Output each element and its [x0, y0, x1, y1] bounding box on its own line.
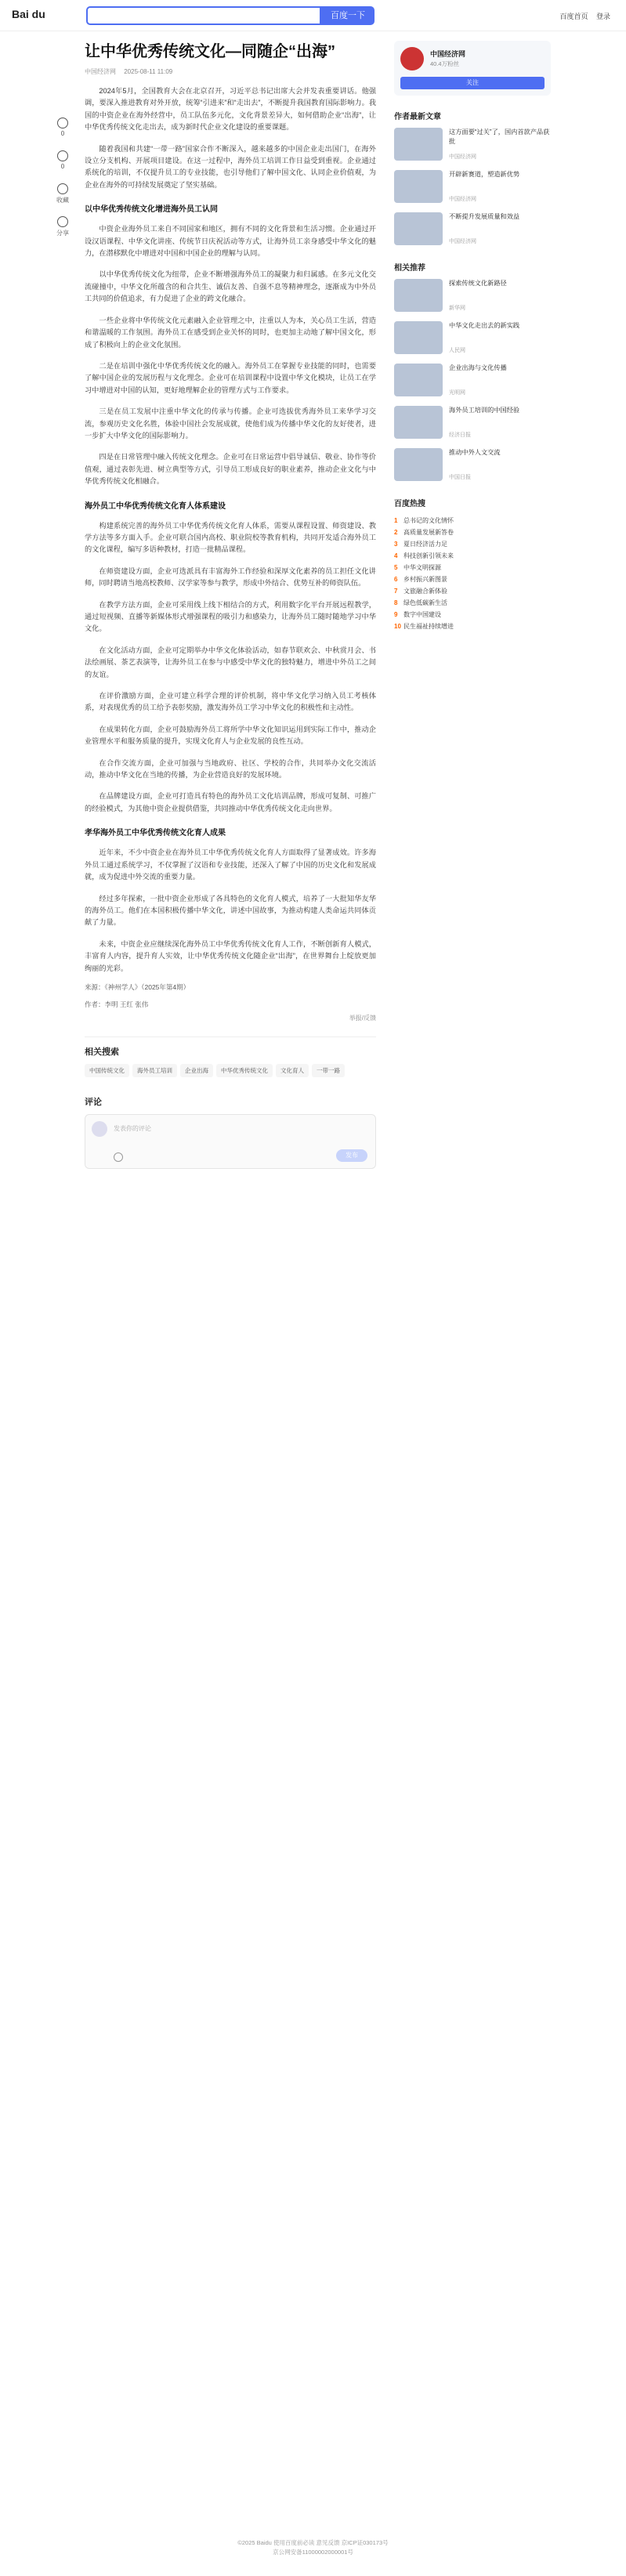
news-source: 新华网 [449, 306, 465, 311]
hot-text: 夏日经济活力足 [403, 541, 447, 548]
news-title: 开辟新赛道，塑造新优势 [449, 171, 520, 178]
news-source: 中国日报 [449, 475, 471, 480]
hot-title: 百度热搜 [394, 500, 425, 508]
hot-item[interactable] [394, 585, 551, 597]
paragraph: 三是在员工发展中注重中华文化的传承与传播。企业可选拔优秀海外员工来华学习交流，参观历史文化名胜，体验中国社会发展成就，使他们成为传播中华文化的友好使者，进一步扩大中华文化的国际影响力。 [85, 407, 376, 440]
article-main [85, 41, 376, 1169]
hot-rank: 10 [394, 623, 401, 630]
related-search-tag[interactable]: 一带一路 [312, 1064, 345, 1077]
news-thumbnail [394, 448, 443, 481]
recommend-title: 作者最新文章 [394, 113, 441, 121]
news-thumbnail [394, 406, 443, 439]
comment-placeholder: 发表你的评论 [114, 1124, 151, 1132]
related-title: 相关推荐 [394, 264, 425, 273]
author-name[interactable]: 中国经济网 [430, 50, 466, 58]
paragraph: 近年来，不少中资企业在海外员工中华优秀传统文化育人方面取得了显著成效。许多海外员工通过系统学习，不仅掌握了汉语和专业技能，还深入了解了中国的历史文化和发展成就，成为促进中外交流的重要力量。 [85, 848, 376, 881]
paragraph: 在师资建设方面，企业可选派具有丰富海外工作经验和深厚文化素养的员工担任文化讲师，同时聘请当地高校教师、汉学家等参与教学，形成中外结合、优势互补的师资队伍。 [85, 566, 376, 588]
comments-title: 评论 [85, 1097, 102, 1107]
star-icon [57, 183, 68, 194]
send-comment-button[interactable]: 发布 [336, 1149, 367, 1162]
news-thumbnail [394, 212, 443, 245]
article-title: 让中华优秀传统文化—同随企“出海” [85, 43, 335, 60]
paragraph: 在品牌建设方面，企业可打造具有特色的海外员工文化培训品牌，形成可复制、可推广的经验模式，为其他中资企业提供借鉴，共同推动中华优秀传统文化走向世界。 [85, 792, 376, 812]
hot-rank: 9 [394, 611, 398, 618]
login-link[interactable]: 登录 [595, 13, 610, 20]
paragraph: 2024年5月，全国教育大会在北京召开，习近平总书记出席大会并发表重要讲话。他强调，要深入推进教育对外开放，统筹“引进来”和“走出去”，不断提升我国教育国际影响力。我国的中资企业在海外经营中，员工队伍多元化，文化背景差异大，如何借助企业“出海”，让中华优秀传统文化走出去，成为新时代企业文化建设的重要课题。 [85, 87, 376, 132]
related-search-tag[interactable]: 中国传统文化 [85, 1064, 129, 1077]
paragraph: 在合作交流方面，企业可加强与当地政府、社区、学校的合作，共同举办文化交流活动，推动中华文化在当地的传播，为企业营造良好的发展环境。 [85, 758, 376, 780]
hot-rank: 4 [394, 552, 398, 559]
hot-rank: 7 [394, 588, 398, 595]
like-tool[interactable]: 0 [53, 118, 72, 144]
top-links [553, 11, 610, 21]
hot-item[interactable] [394, 550, 551, 562]
hot-text: 数字中国建设 [403, 611, 441, 618]
right-rail [394, 41, 551, 632]
hot-rank: 6 [394, 576, 398, 583]
hot-text: 文旅融合新体验 [403, 588, 447, 595]
hot-item[interactable] [394, 526, 551, 538]
hot-item[interactable] [394, 597, 551, 609]
hot-item[interactable] [394, 562, 551, 573]
news-thumbnail [394, 321, 443, 354]
news-thumbnail [394, 364, 443, 396]
hot-text: 总书记的文化情怀 [403, 517, 454, 524]
article-author-line: 作者：李明 王红 张伟 [85, 1000, 149, 1008]
hot-text: 科技创新引领未来 [403, 552, 454, 559]
paragraph: 构建系统完善的海外员工中华优秀传统文化育人体系，需要从课程设置、师资建设、教学方法等多方面入手。企业可联合国内高校、职业院校等教育机构，共同开发适合海外员工的文化课程，编写多语种教材，打造一批精品课程。 [85, 521, 376, 554]
news-title: 不断提升发展质量和效益 [449, 213, 520, 220]
news-source: 经济日报 [449, 432, 471, 438]
related-search-tag[interactable]: 海外员工培训 [132, 1064, 177, 1077]
footer-line: 京公网安备11000002000001号 [273, 2549, 353, 2556]
news-card[interactable] [394, 128, 551, 162]
hot-text: 民生福祉持续增进 [403, 623, 454, 630]
hot-rank: 3 [394, 541, 398, 548]
hot-rank: 8 [394, 599, 398, 606]
comment-input[interactable] [85, 1114, 376, 1169]
favorite-tool[interactable]: 收藏 [53, 183, 72, 210]
news-thumbnail [394, 279, 443, 312]
related-search-tag[interactable]: 中华优秀传统文化 [216, 1064, 273, 1077]
article-source[interactable]: 中国经济网 [85, 68, 116, 75]
article-meta [85, 67, 376, 76]
baidu-logo[interactable] [12, 8, 59, 24]
author-avatar[interactable] [400, 47, 424, 71]
logo-text: Bai du [12, 8, 45, 20]
news-source: 中国经济网 [449, 239, 476, 244]
paragraph: 四是在日常管理中融入传统文化理念。企业可在日常运营中倡导诚信、敬业、协作等价值观，通过表彰先进、树立典型等方式，引导员工形成良好的职业素养，推动企业文化与中华优秀传统文化相融合。 [85, 453, 376, 486]
paragraph: 在文化活动方面，企业可定期举办中华文化体验活动，如春节联欢会、中秋赏月会、书法绘画展、茶艺表演等，让海外员工在参与中感受中华文化的独特魅力，增进中外员工之间的友谊。 [85, 646, 376, 678]
news-card[interactable] [394, 170, 551, 204]
news-title: 探索传统文化新路径 [449, 280, 507, 287]
related-search-title: 相关搜索 [85, 1037, 376, 1058]
hot-item[interactable] [394, 538, 551, 550]
news-thumbnail [394, 128, 443, 161]
baidu-home-link[interactable]: 百度首页 [559, 13, 588, 20]
news-card[interactable] [394, 448, 551, 483]
top-bar [0, 0, 626, 31]
news-thumbnail [394, 170, 443, 203]
paragraph: 经过多年探索，一批中资企业形成了各具特色的文化育人模式，培养了一大批知华友华的海外员工。他们在本国积极传播中华文化，讲述中国故事，为推动构建人类命运共同体贡献了力量。 [85, 894, 376, 927]
footer [0, 2538, 626, 2557]
news-card[interactable] [394, 212, 551, 247]
news-card[interactable] [394, 364, 551, 398]
comment-tool[interactable]: 0 [53, 150, 72, 177]
emoji-icon[interactable] [114, 1152, 123, 1162]
article-source-line: 来源：《神州学人》（2025年第4期） [85, 982, 190, 991]
hot-text: 乡村振兴新图景 [403, 576, 447, 583]
hot-text: 中华文明探源 [403, 564, 441, 571]
hot-rank: 5 [394, 564, 398, 571]
footer-line: ©2025 Baidu 使用百度前必读 意见反馈 京ICP证030173号 [237, 2539, 389, 2546]
hot-item[interactable] [394, 620, 551, 632]
news-source: 人民网 [449, 348, 465, 353]
related-list [394, 279, 551, 483]
share-tool[interactable]: 分享 [53, 216, 72, 243]
news-card[interactable] [394, 279, 551, 313]
side-toolbar [53, 118, 72, 249]
news-card[interactable] [394, 321, 551, 356]
paragraph: 在评价激励方面，企业可建立科学合理的评价机制，将中华文化学习纳入员工考核体系，对表现优秀的员工给予表彰奖励，激发海外员工学习中华文化的积极性和主动性。 [85, 692, 376, 712]
paragraph: 在成果转化方面，企业可鼓励海外员工将所学中华文化知识运用到实际工作中，推动企业管理水平和服务质量的提升，实现文化育人与企业发展的良性互动。 [85, 725, 376, 746]
search-button[interactable]: 百度一下 [321, 6, 375, 25]
hot-text: 绿色低碳新生活 [403, 599, 447, 606]
search-input[interactable] [86, 6, 321, 25]
news-title: 推动中外人文交流 [449, 449, 501, 456]
news-source: 光明网 [449, 390, 465, 396]
avatar [92, 1121, 107, 1137]
news-card[interactable] [394, 406, 551, 440]
report-link[interactable]: 举报/反馈 [349, 1014, 376, 1022]
article-body [85, 85, 376, 975]
share-icon [57, 216, 68, 227]
author-card [394, 41, 551, 96]
paragraph: 中资企业海外员工来自不同国家和地区，拥有不同的文化背景和生活习惯。企业通过开设汉语课程、中华文化讲座、传统节日庆祝活动等方式，让海外员工亲身感受中华文化的魅力，在潜移默化中增进对中国和中国企业的理解与认同。 [85, 225, 376, 258]
paragraph: 未来，中资企业应继续深化海外员工中华优秀传统文化育人工作，不断创新育人模式，丰富育人内容，提升育人实效，让中华优秀传统文化随企业“出海”，在世界舞台上绽放更加绚丽的光彩。 [85, 939, 376, 972]
paragraph: 随着我国和共建“一带一路”国家合作不断深入，越来越多的中国企业走出国门，在海外设立分支机构、开展项目建设。在这一过程中，海外员工培训工作日益受到重视。企业通过系统化的培训，不仅提升员工的专业技能，也引导他们了解中国文化、认同企业价值观，为企业在海外的可持续发展奠定了坚实基础。 [85, 144, 376, 189]
hot-rank: 2 [394, 529, 398, 536]
paragraph: 以中华优秀传统文化为纽带，企业不断增强海外员工的凝聚力和归属感。在多元文化交流碰撞中，中华文化所蕴含的和合共生、诚信友善、自强不息等精神理念，逐渐成为中外员工共同的价值追求，有力促进了企业的跨文化融合。 [85, 270, 376, 303]
news-source: 中国经济网 [449, 197, 476, 202]
news-title: 中华文化走出去的新实践 [449, 322, 520, 329]
paragraph: 一些企业将中华传统文化元素融入企业管理之中，注重以人为本，关心员工生活，营造和谐温暖的工作氛围。海外员工在感受到企业关怀的同时，也更加主动地了解中国文化，形成了积极向上的企业文化氛围。 [85, 316, 376, 349]
news-title: 海外员工培训的中国经验 [449, 407, 520, 414]
comment-icon [57, 150, 68, 161]
author-fans: 40.4万粉丝 [430, 60, 460, 67]
hot-item[interactable] [394, 609, 551, 620]
section-heading: 孝华海外员工中华优秀传统文化育人成果 [85, 829, 226, 838]
article-time: 2025-08-11 11:09 [124, 68, 173, 75]
section-heading: 海外员工中华优秀传统文化育人体系建设 [85, 501, 226, 511]
hot-item[interactable] [394, 515, 551, 526]
paragraph: 在教学方法方面，企业可采用线上线下相结合的方式，利用数字化平台开展远程教学，通过短视频、直播等新媒体形式增强课程的吸引力和感染力，让海外员工随时随地学习中华文化。 [85, 600, 376, 633]
section-heading: 以中华优秀传统文化增进海外员工认同 [85, 205, 218, 215]
thumb-up-icon [57, 118, 68, 128]
follow-button[interactable]: 关注 [400, 77, 545, 89]
related-search-tags [85, 1064, 376, 1081]
news-source: 中国经济网 [449, 154, 476, 160]
news-title: 这方面要“过关”了，国内首款产品获批 [449, 128, 550, 145]
recommend-list [394, 128, 551, 247]
hot-item[interactable] [394, 573, 551, 585]
related-search-tag[interactable]: 文化育人 [276, 1064, 309, 1077]
news-title: 企业出海与文化传播 [449, 364, 507, 371]
hot-text: 高质量发展新答卷 [403, 529, 454, 536]
hot-list [394, 515, 551, 632]
hot-rank: 1 [394, 517, 398, 524]
related-search-tag[interactable]: 企业出海 [180, 1064, 213, 1077]
paragraph: 二是在培训中强化中华优秀传统文化的融入。海外员工在掌握专业技能的同时，也需要了解中国企业的发展历程与文化理念。企业可在培训课程中设置中华文化模块，让员工在学习中增进对中国的认知，更好地理解企业的管理方式与工作要求。 [85, 361, 376, 394]
